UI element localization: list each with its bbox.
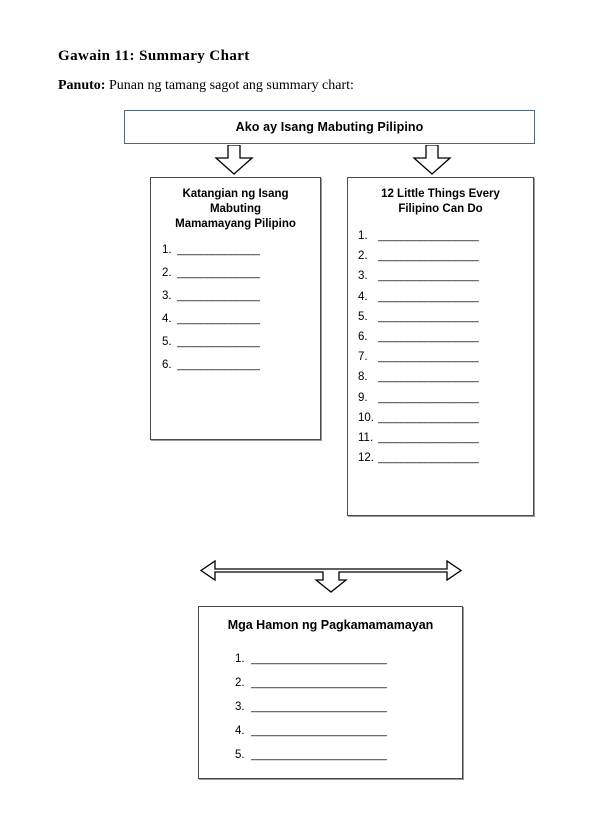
item-number: 2. xyxy=(235,677,245,689)
list-item[interactable] xyxy=(358,371,533,383)
left-chart-box-title-line-2: Mabuting xyxy=(209,203,262,215)
item-number: 1. xyxy=(162,244,172,256)
item-number: 6. xyxy=(162,359,172,371)
answer-blank[interactable]: _________________ xyxy=(378,452,479,465)
right-chart-box-title-line-1: 12 Little Things Every xyxy=(381,188,500,200)
item-number: 3. xyxy=(358,270,368,283)
bottom-chart-box-title: Mga Hamon ng Pagkamamamayan xyxy=(227,618,434,632)
page-title: Gawain 11: Summary Chart xyxy=(58,48,250,64)
answer-blank[interactable]: _________________ xyxy=(378,351,479,364)
answer-blank[interactable]: _________________ xyxy=(378,431,479,444)
item-number: 6. xyxy=(358,330,368,343)
answer-blank[interactable]: _________________ xyxy=(378,270,479,283)
answer-blank[interactable]: _________________ xyxy=(378,290,479,303)
item-number: 3. xyxy=(235,701,245,713)
answer-blank[interactable]: _________________ xyxy=(378,371,479,384)
instructions-line xyxy=(58,78,354,94)
answer-blank[interactable]: _________________ xyxy=(378,250,479,263)
list-item[interactable] xyxy=(162,359,320,371)
answer-blank[interactable]: _________________ xyxy=(378,391,479,404)
list-item[interactable] xyxy=(162,244,320,256)
list-item[interactable] xyxy=(235,701,462,713)
list-item[interactable] xyxy=(358,351,533,363)
answer-blank[interactable]: ______________ xyxy=(177,359,260,371)
list-item[interactable] xyxy=(358,452,533,464)
list-item[interactable] xyxy=(162,267,320,279)
right-chart-box-title-line-2: Filipino Can Do xyxy=(398,202,483,215)
answer-blank[interactable]: ______________ xyxy=(177,244,260,256)
arrow-down-icon-left xyxy=(210,145,258,175)
left-chart-box-title xyxy=(151,187,320,232)
left-chart-box xyxy=(150,177,321,440)
list-item[interactable] xyxy=(235,677,462,689)
list-item[interactable] xyxy=(358,230,533,242)
item-number: 8. xyxy=(358,371,368,384)
tee-arrow-connector xyxy=(199,558,463,596)
item-number: 4. xyxy=(358,290,368,303)
list-item[interactable] xyxy=(358,270,533,282)
answer-blank[interactable]: _______________________ xyxy=(251,653,388,665)
list-item[interactable] xyxy=(162,290,320,302)
left-chart-box-title-line-1: Katangian ng Isang xyxy=(182,188,289,200)
list-item[interactable] xyxy=(358,291,533,303)
item-number: 4. xyxy=(235,725,245,737)
list-item[interactable] xyxy=(358,331,533,343)
item-number: 2. xyxy=(358,250,368,263)
right-chart-box-blank-list xyxy=(348,230,533,464)
answer-blank[interactable]: _______________________ xyxy=(251,701,388,713)
list-item[interactable] xyxy=(358,412,533,424)
item-number: 1. xyxy=(235,653,245,665)
item-number: 5. xyxy=(162,336,172,348)
answer-blank[interactable]: ______________ xyxy=(177,267,260,279)
top-chart-box xyxy=(124,110,535,144)
item-number: 2. xyxy=(162,267,172,279)
top-chart-box-title: Ako ay Isang Mabuting Pilipino xyxy=(235,120,424,134)
item-number: 11. xyxy=(358,431,374,444)
answer-blank[interactable]: _________________ xyxy=(378,330,479,343)
right-chart-box-title xyxy=(348,187,533,216)
answer-blank[interactable]: _________________ xyxy=(378,230,479,242)
list-item[interactable] xyxy=(235,653,462,665)
list-item[interactable] xyxy=(358,250,533,262)
answer-blank[interactable]: ______________ xyxy=(177,313,260,325)
list-item[interactable] xyxy=(358,311,533,323)
instructions-text: Punan ng tamang sagot ang summary chart: xyxy=(108,78,354,93)
list-item[interactable] xyxy=(358,392,533,404)
item-number: 9. xyxy=(358,391,368,404)
item-number: 5. xyxy=(358,310,368,323)
list-item[interactable] xyxy=(358,432,533,444)
arrow-down-icon-right xyxy=(408,145,456,175)
item-number: 10. xyxy=(358,411,374,424)
item-number: 1. xyxy=(358,230,368,242)
list-item[interactable] xyxy=(162,313,320,325)
answer-blank[interactable]: _________________ xyxy=(378,310,479,323)
item-number: 12. xyxy=(358,452,374,465)
answer-blank[interactable]: ______________ xyxy=(177,290,260,302)
list-item[interactable] xyxy=(162,336,320,348)
answer-blank[interactable]: _________________ xyxy=(378,411,479,424)
bottom-chart-box-blank-list xyxy=(199,653,462,761)
list-item[interactable] xyxy=(235,725,462,737)
item-number: 7. xyxy=(358,351,368,364)
item-number: 4. xyxy=(162,313,172,325)
item-number: 3. xyxy=(162,290,172,302)
list-item[interactable] xyxy=(235,749,462,761)
item-number: 5. xyxy=(235,749,245,761)
answer-blank[interactable]: _______________________ xyxy=(251,677,388,689)
left-chart-box-title-line-3: Mamamayang Pilipino xyxy=(175,218,296,230)
bottom-chart-box xyxy=(198,606,463,779)
answer-blank[interactable]: _______________________ xyxy=(251,725,388,737)
right-chart-box xyxy=(347,177,534,516)
instructions-label: Panuto: xyxy=(58,78,106,93)
answer-blank[interactable]: ______________ xyxy=(177,336,260,348)
left-chart-box-blank-list xyxy=(151,244,320,371)
answer-blank[interactable]: _______________________ xyxy=(251,749,388,761)
